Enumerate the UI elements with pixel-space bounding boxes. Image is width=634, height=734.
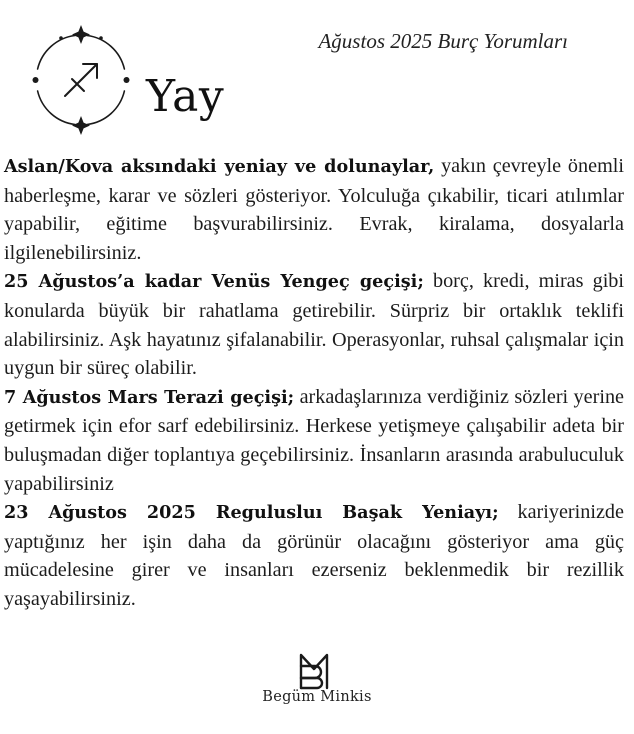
paragraph-lead: Aslan/Kova aksındaki yeniay ve dolunaylar, [4,156,435,177]
horoscope-text [4,152,624,614]
footer [0,650,634,720]
paragraph-new-moon [4,498,624,613]
author-name: Begüm Minkis [262,689,372,705]
paragraph-body: borç, kredi, miras gibi konularda büyük bir rahatlama getirebilir. Sürpriz bir ortaklık teklifi alabilirsiniz. Aşk hayatınız şifalanabilir. Operasyonlar, ruhsal çalışmalar için uygun bir süreç olabilir. [4,270,625,380]
paragraph-body: kariyerinizde yaptığınız her işin daha da görünür olacağını gösteriyor ama güç mücadelesine girer ve insanları ezerseniz beklenmedik bir rezillik yaşayabilirsiniz. [4,501,624,610]
paragraph-lead: 25 Ağustos’a kadar Venüs Yengeç geçişi; [4,271,424,293]
sign-name: Yay [146,71,225,122]
page-title: Ağustos 2025 Burç Yorumları [318,29,568,53]
header [0,0,634,150]
paragraph-lead: 23 Ağustos 2025 Regulusluı Başak Yeniayı; [4,502,499,524]
bm-monogram-icon [296,652,332,690]
sagittarius-icon [28,24,134,136]
paragraph-venus [4,267,624,382]
paragraph-lunations [4,152,624,267]
paragraph-lead: 7 Ağustos Mars Terazi geçişi; [4,386,295,408]
paragraph-body: yakın çevreyle önemli haberleşme, karar ve sözleri gösteriyor. Yolculuğa çıkabilir, ticari atılımlar yapabilir, eğitime başvurabilirsiniz. Evrak, kiralama, dosyalarla ilgilenebilirsiniz. [4,155,624,264]
paragraph-body: arkadaşlarınıza verdiğiniz sözleri yerine getirmek için efor sarf edebilirsiniz. Herkese yetişmeye çalışabilir adeta bir buluşmadan diğer toplantıya geçebilirsiniz. İnsanların arasında arabuluculuk yapabilirsiniz [4,385,624,495]
paragraph-mars [4,383,624,498]
